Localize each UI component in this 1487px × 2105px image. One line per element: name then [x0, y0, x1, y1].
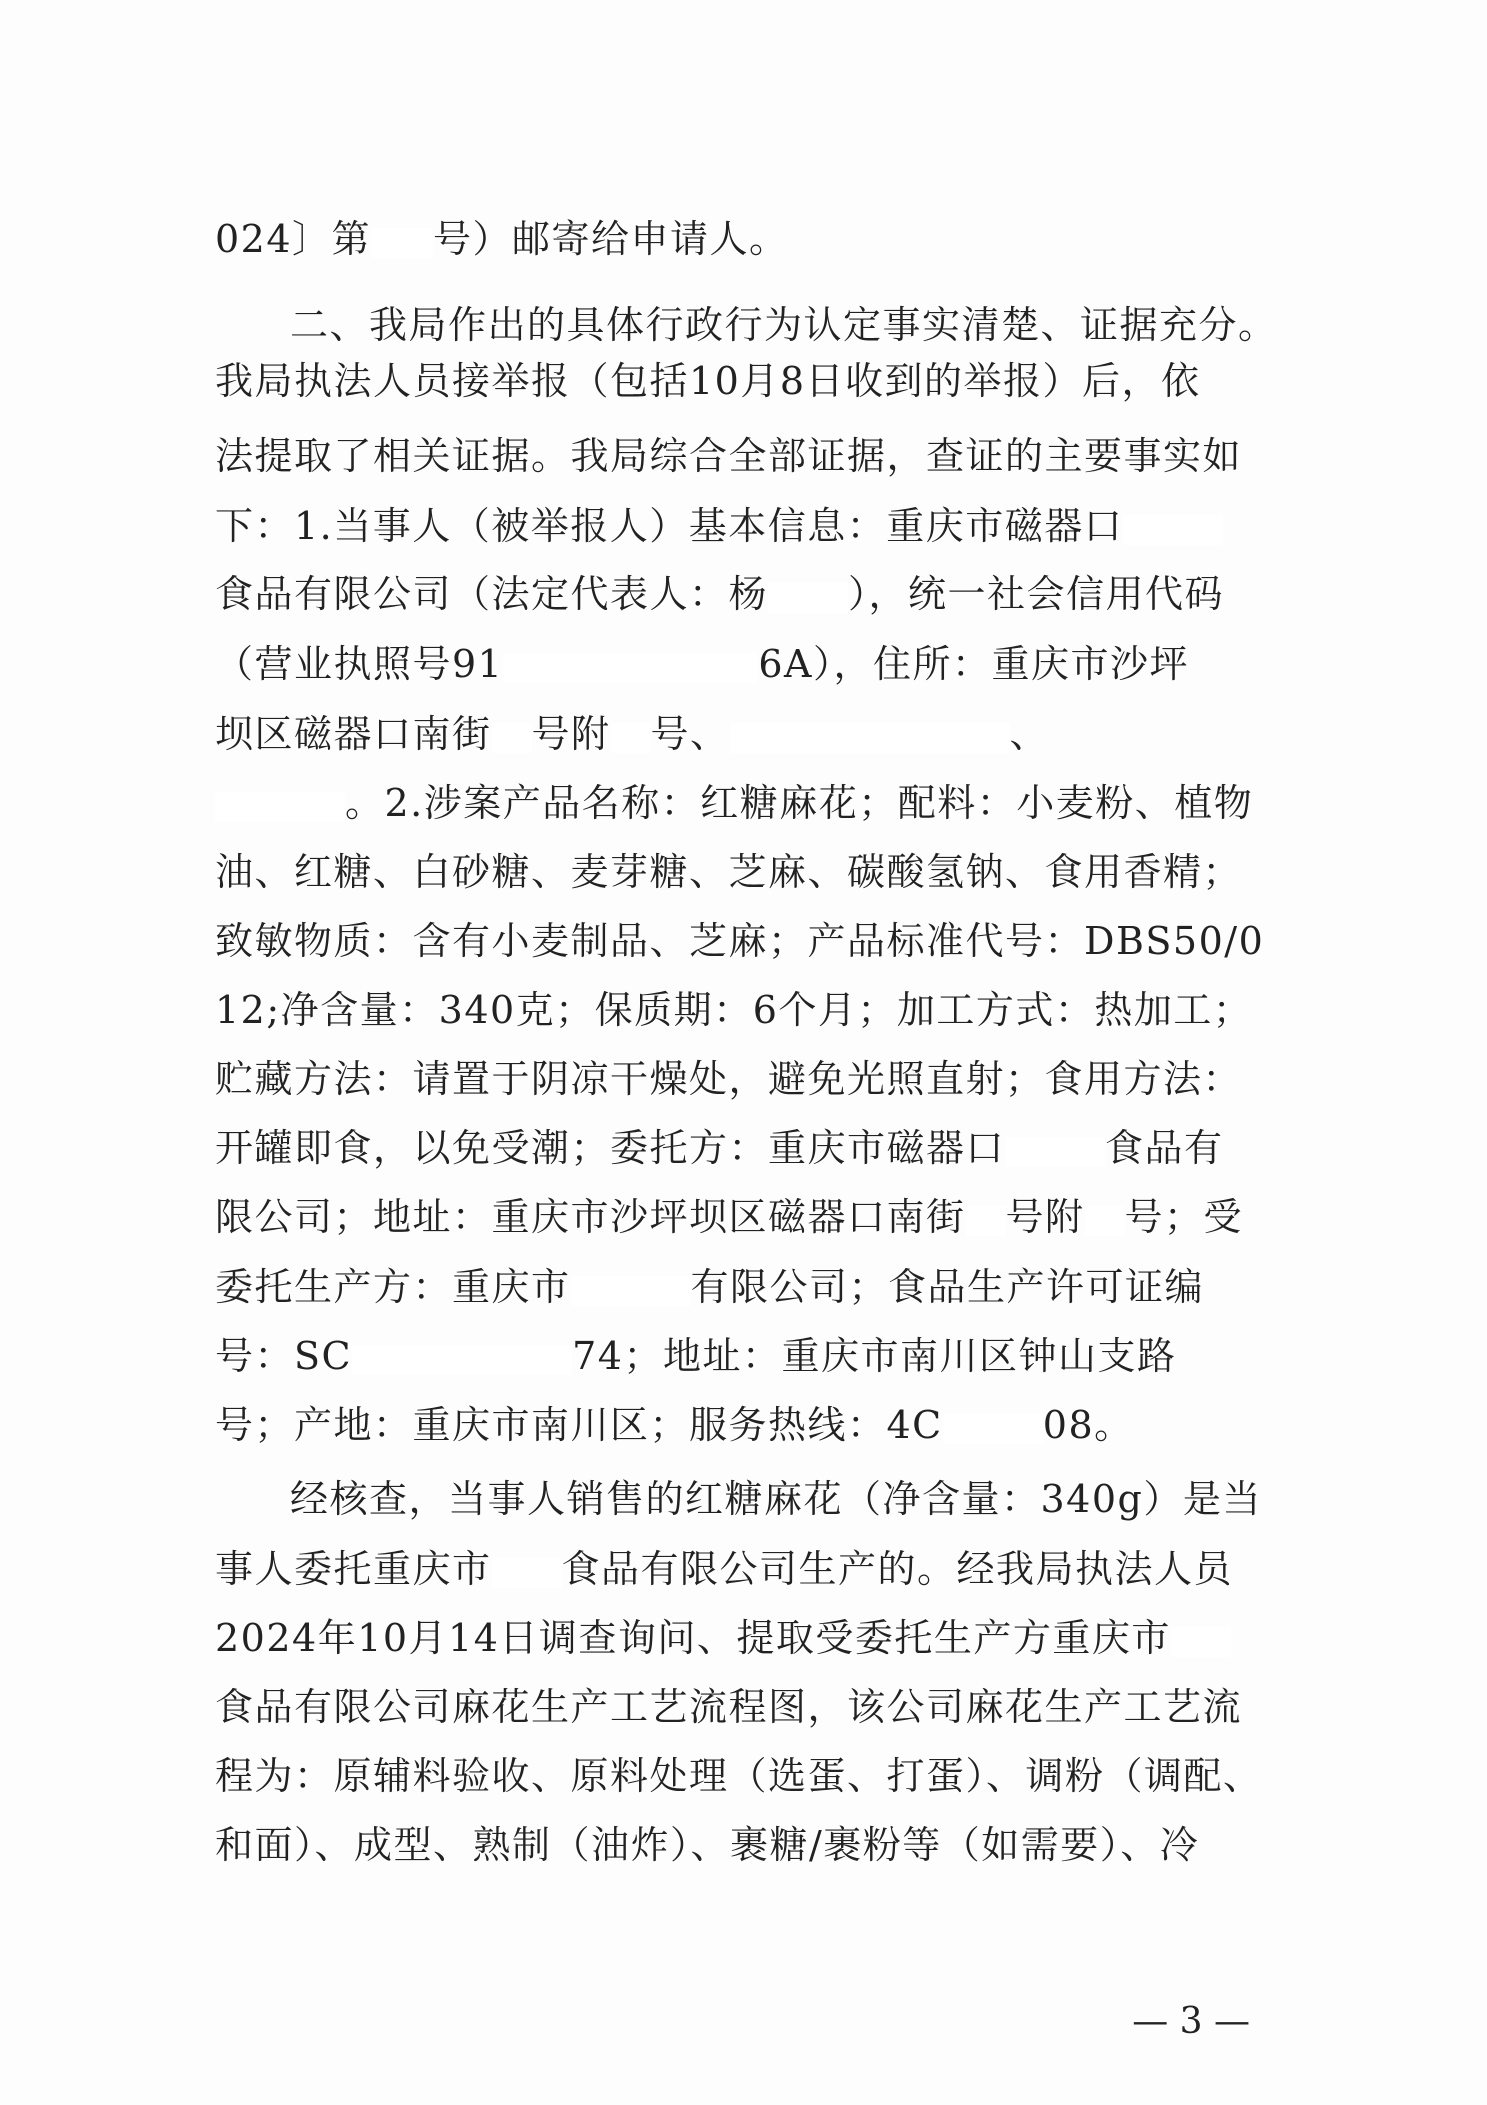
text-line: 食品有限公司（法定代表人：杨 ），统一社会信用代码: [215, 572, 1225, 616]
redaction: [492, 723, 532, 753]
text-line: 委托生产方：重庆市 有限公司；食品生产许可证编: [215, 1265, 1205, 1309]
redaction: [352, 1345, 572, 1375]
text-line: 下：1.当事人（被举报人）基本信息：重庆市磁器口: [215, 503, 1255, 549]
page-number: — 3 —: [1132, 2001, 1250, 2042]
redaction: [371, 228, 433, 258]
redaction: [611, 723, 651, 753]
redaction: [1005, 1137, 1105, 1167]
text-line: 程为：原辅料验收、原料处理（选蛋、打蛋）、调粉（调配、: [215, 1754, 1263, 1798]
text-line: 限公司；地址：重庆市沙坪坝区磁器口南街 号附 号；受: [215, 1195, 1244, 1239]
text-line: 和面）、成型、熟制（油炸）、裹糖/裹粉等（如需要）、冷: [215, 1823, 1200, 1867]
redaction: [1123, 515, 1223, 545]
redaction: [503, 653, 758, 683]
text-line: 号：SC 74；地址：重庆市南川区钟山支路: [215, 1334, 1177, 1378]
redaction: [1171, 1627, 1231, 1657]
text-line: 坝区磁器口南街 号附 号、 、: [215, 712, 1050, 756]
text-line: 024〕第 号）邮寄给申请人。: [215, 217, 789, 261]
redaction: [768, 583, 848, 613]
text-line: 号；产地：重庆市南川区；服务热线：4C 08。: [215, 1403, 1134, 1447]
text-line: 二、我局作出的具体行政行为认定事实清楚、证据充分。: [290, 303, 1278, 347]
text-line: 事人委托重庆市 食品有限公司生产的。经我局执法人员: [215, 1547, 1234, 1591]
redaction: [730, 723, 1010, 753]
redaction: [571, 1276, 691, 1306]
text-line: 经核查，当事人销售的红糖麻花（净含量：340g）是当: [290, 1477, 1262, 1521]
text-line: 贮藏方法：请置于阴凉干燥处，避免光照直射；食用方法：: [215, 1057, 1243, 1101]
text-line: 法提取了相关证据。我局综合全部证据，查证的主要事实如: [215, 434, 1243, 478]
text-line: 开罐即食，以免受潮；委托方：重庆市磁器口 食品有: [215, 1126, 1224, 1170]
text-line: 致敏物质：含有小麦制品、芝麻；产品标准代号：DBS50/0: [215, 919, 1265, 963]
text-line: 我局执法人员接举报（包括10月8日收到的举报）后，依: [215, 359, 1201, 403]
redaction: [943, 1414, 1043, 1444]
redaction: [966, 1206, 1006, 1236]
text-line: 2024年10月14日调查询问、提取受委托生产方重庆市: [215, 1615, 1255, 1661]
redaction: [215, 792, 345, 822]
text-line: （营业执照号91 6A），住所：重庆市沙坪: [215, 642, 1189, 686]
text-line: 食品有限公司麻花生产工艺流程图，该公司麻花生产工艺流: [215, 1685, 1243, 1729]
text-line: 12;净含量：340克；保质期：6个月；加工方式：热加工；: [215, 988, 1253, 1032]
text-line: 油、红糖、白砂糖、麦芽糖、芝麻、碳酸氢钠、食用香精；: [215, 850, 1243, 894]
redaction: [492, 1558, 562, 1588]
redaction: [1085, 1206, 1125, 1236]
text-line: 。2.涉案产品名称：红糖麻花；配料：小麦粉、植物: [215, 780, 1255, 826]
